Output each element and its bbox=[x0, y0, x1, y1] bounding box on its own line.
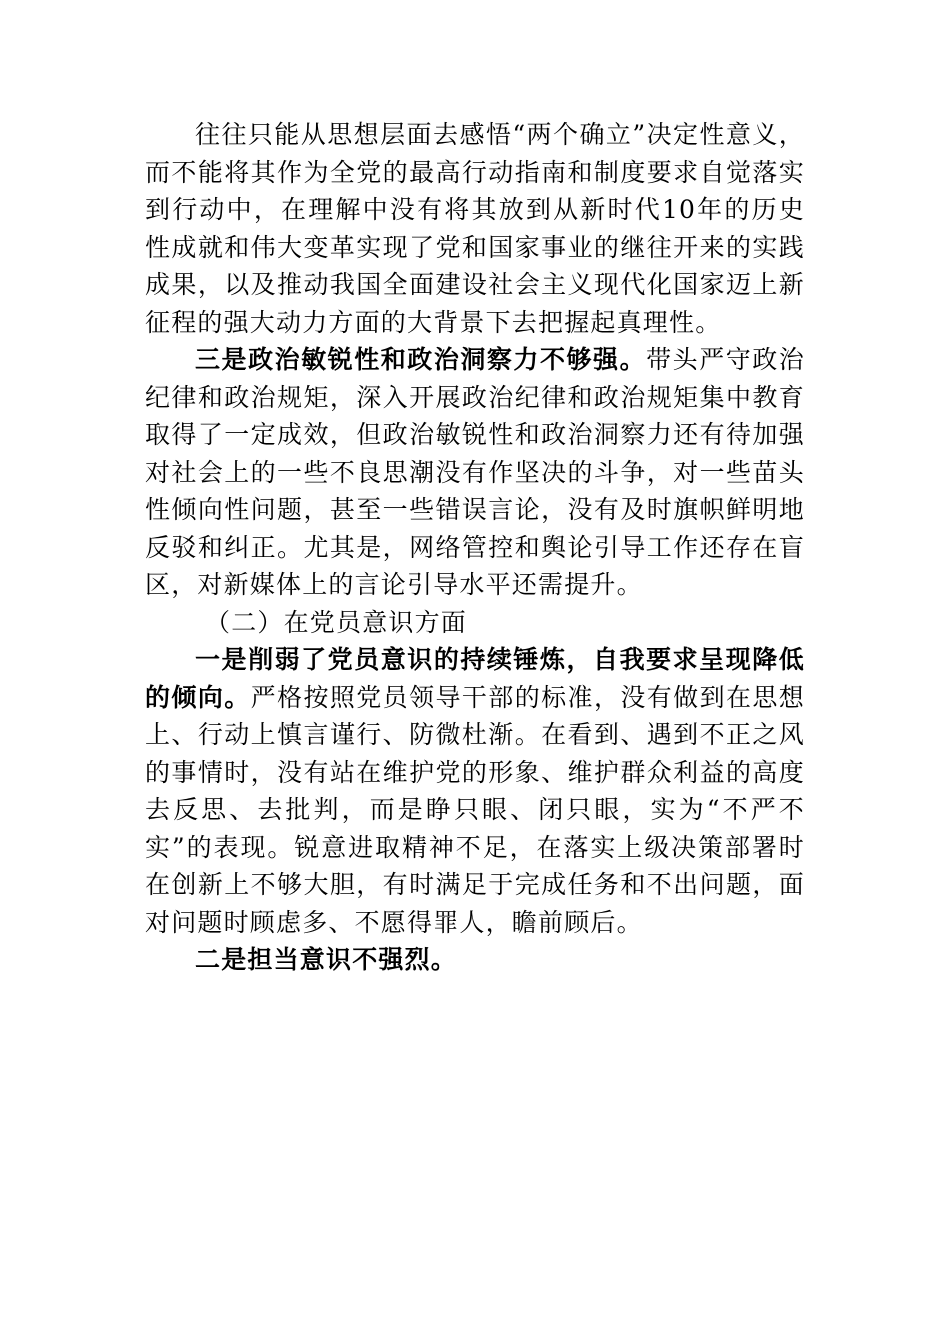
paragraph-4-lead: 二是担当意识不强烈。 bbox=[195, 945, 458, 974]
section-heading-text: （二）在党员意识方面 bbox=[205, 607, 468, 637]
section-heading bbox=[145, 604, 805, 642]
paragraph-1-text: 往往只能从思想层面去感悟“两个确立”决定性意义，而不能将其作为全党的最高行动指南和制度要求自觉落实到行动中，在理解中没有将其放到从新时代10年的历史性成就和伟大变革实现了党和国家事业的继往开来的实践成果，以及推动我国全面建设社会主义现代化国家迈上新征程的强大动力方面的大背景下去把握起真理性。 bbox=[145, 120, 805, 337]
paragraph-4 bbox=[145, 941, 805, 979]
paragraph-2-text: 带头严守政治纪律和政治规矩，深入开展政治纪律和政治规矩集中教育取得了一定成效，但政治敏锐性和政治洞察力还有待加强对社会上的一些不良思潮没有作坚决的斗争，对一些苗头性倾向性问题，甚至一些错误言论，没有及时旗帜鲜明地反驳和纠正。尤其是，网络管控和舆论引导工作还存在盲区，对新媒体上的言论引导水平还需提升。 bbox=[145, 345, 806, 599]
paragraph-3-text: 严格按照党员领导干部的标准，没有做到在思想上、行动上慎言谨行、防微杜渐。在看到、遇到不正之风的事情时，没有站在维护党的形象、维护群众利益的高度去反思、去批判，而是睁只眼、闭只眼，实为“不严不实”的表现。锐意进取精神不足，在落实上级决策部署时在创新上不够大胆，有时满足于完成任务和不出问题，面对问题时顾虑多、不愿得罪人，瞻前顾后。 bbox=[145, 682, 805, 937]
paragraph-3-lead: 一是削弱了党员意识的持续锤炼，自我要求呈现降低的倾向。 bbox=[145, 645, 805, 712]
paragraph-3 bbox=[145, 641, 805, 941]
paragraph-2-lead: 三是政治敏锐性和政治洞察力不够强。 bbox=[195, 345, 647, 374]
paragraph-2 bbox=[145, 341, 805, 604]
paragraph-1 bbox=[145, 116, 805, 341]
document-body bbox=[145, 116, 805, 979]
